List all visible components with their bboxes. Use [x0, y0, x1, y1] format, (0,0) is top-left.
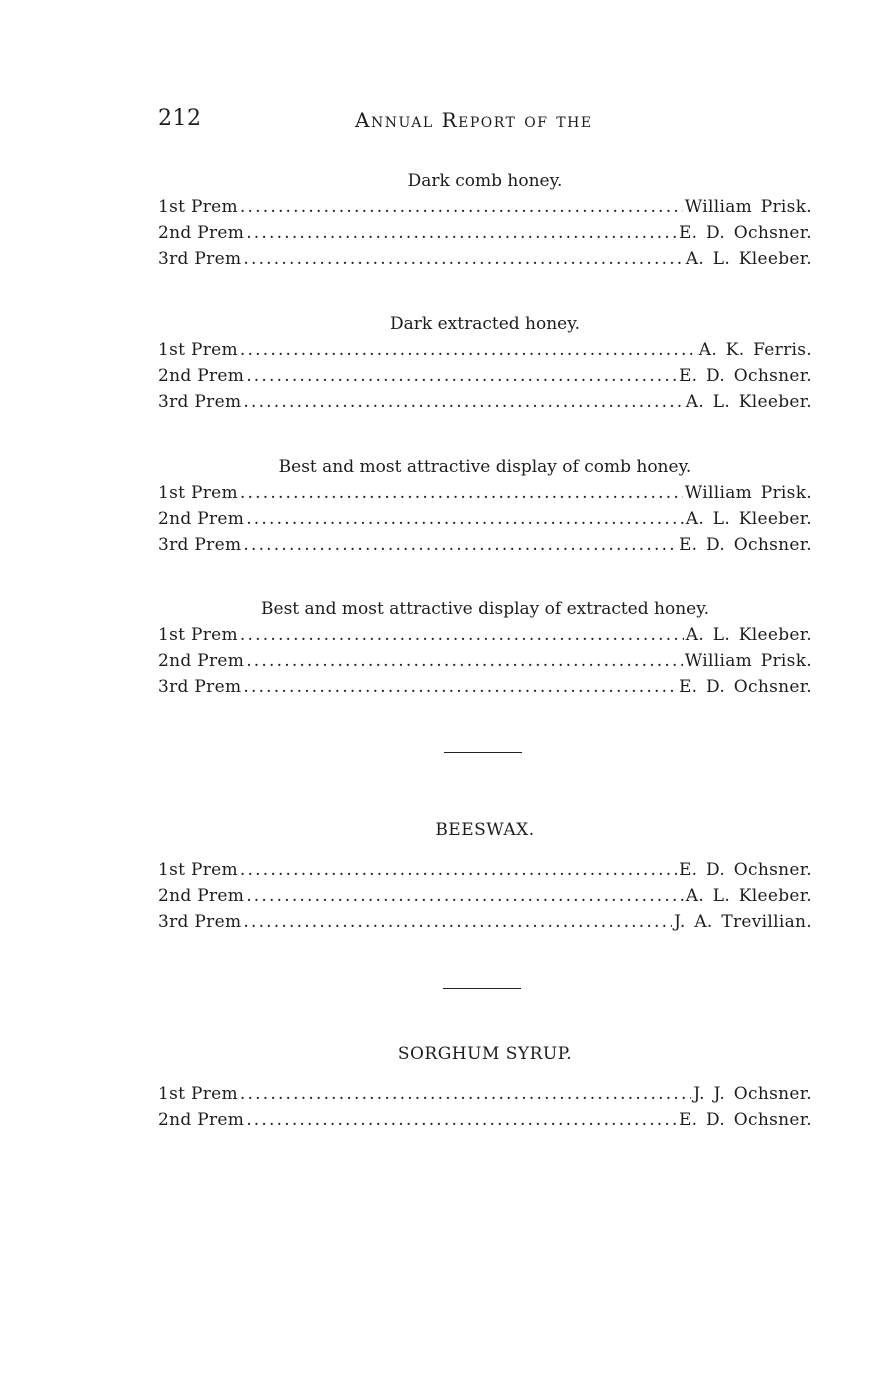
- premium-entry: [158, 1107, 812, 1133]
- premium-winner: William Prisk.: [684, 197, 812, 217]
- section-divider-rule: [444, 752, 522, 753]
- premium-entry: [158, 857, 812, 883]
- premium-winner: E. D. Ochsner.: [678, 860, 812, 880]
- dot-leader: [243, 389, 683, 415]
- premium-winner: William Prisk.: [684, 483, 812, 503]
- premium-entry: [158, 648, 812, 674]
- premium-winner: E. D. Ochsner.: [678, 223, 812, 243]
- dot-leader: [240, 1081, 691, 1107]
- premium-winner: William Prisk.: [684, 651, 812, 671]
- section-dark-comb-honey: [158, 168, 812, 272]
- section-comb-honey-display: [158, 454, 812, 558]
- section-title: Dark comb honey.: [407, 171, 563, 191]
- premium-winner: E. D. Ochsner.: [678, 366, 812, 386]
- premium-place: 2nd Prem: [158, 366, 245, 386]
- premium-place: 1st Prem: [158, 483, 238, 503]
- premium-entry: [158, 1081, 812, 1107]
- dot-leader: [240, 337, 697, 363]
- dot-leader: [246, 883, 684, 909]
- premium-winner: J. A. Trevillian.: [674, 912, 812, 932]
- premium-entry: [158, 220, 812, 246]
- premium-place: 3rd Prem: [158, 677, 242, 697]
- premium-entry: [158, 532, 812, 558]
- section-dark-extracted-honey: [158, 311, 812, 415]
- premium-entry: [158, 246, 812, 272]
- section-divider-rule: [443, 988, 521, 989]
- dot-leader: [246, 1107, 677, 1133]
- section-title: Best and most attractive display of extracted honey.: [261, 599, 709, 619]
- dot-leader: [246, 506, 684, 532]
- dot-leader: [246, 220, 677, 246]
- premium-winner: E. D. Ochsner.: [678, 1110, 812, 1130]
- section-extracted-honey-display: [158, 596, 812, 700]
- premium-place: 3rd Prem: [158, 249, 242, 269]
- dot-leader: [246, 363, 677, 389]
- premium-entry: [158, 363, 812, 389]
- premium-place: 2nd Prem: [158, 651, 245, 671]
- dot-leader: [243, 674, 677, 700]
- premium-place: 1st Prem: [158, 625, 238, 645]
- premium-winner: J. J. Ochsner.: [693, 1084, 812, 1104]
- dot-leader: [243, 909, 672, 935]
- premium-place: 1st Prem: [158, 340, 238, 360]
- premium-place: 2nd Prem: [158, 509, 245, 529]
- section-title: Dark extracted honey.: [390, 314, 580, 334]
- premium-place: 1st Prem: [158, 197, 238, 217]
- dot-leader: [243, 532, 677, 558]
- dot-leader: [240, 857, 677, 883]
- running-head: Annual Report of the: [355, 108, 593, 132]
- premium-entry: [158, 194, 812, 220]
- premium-winner: E. D. Ochsner.: [678, 677, 812, 697]
- dot-leader: [243, 246, 683, 272]
- dot-leader: [240, 480, 683, 506]
- premium-place: 3rd Prem: [158, 535, 242, 555]
- premium-place: 2nd Prem: [158, 223, 245, 243]
- dot-leader: [246, 648, 683, 674]
- premium-entry: [158, 389, 812, 415]
- premium-winner: A. L. Kleeber.: [685, 509, 812, 529]
- section-beeswax: [158, 817, 812, 935]
- premium-winner: A. L. Kleeber.: [685, 625, 812, 645]
- premium-entry: [158, 622, 812, 648]
- premium-entry: [158, 674, 812, 700]
- section-title: Best and most attractive display of comb honey.: [278, 457, 692, 477]
- premium-winner: A. L. Kleeber.: [685, 392, 812, 412]
- section-title: SORGHUM SYRUP.: [397, 1044, 573, 1064]
- dot-leader: [240, 194, 683, 220]
- page-number: 212: [158, 106, 202, 131]
- premium-entry: [158, 337, 812, 363]
- premium-place: 3rd Prem: [158, 912, 242, 932]
- premium-winner: A. K. Ferris.: [698, 340, 812, 360]
- dot-leader: [240, 622, 684, 648]
- premium-entry: [158, 506, 812, 532]
- premium-winner: A. L. Kleeber.: [685, 886, 812, 906]
- section-title: BEESWAX.: [435, 820, 535, 840]
- premium-winner: A. L. Kleeber.: [685, 249, 812, 269]
- premium-place: 2nd Prem: [158, 886, 245, 906]
- section-sorghum-syrup: [158, 1041, 812, 1133]
- premium-place: 1st Prem: [158, 860, 238, 880]
- premium-place: 1st Prem: [158, 1084, 238, 1104]
- premium-entry: [158, 883, 812, 909]
- premium-place: 3rd Prem: [158, 392, 242, 412]
- premium-place: 2nd Prem: [158, 1110, 245, 1130]
- premium-entry: [158, 480, 812, 506]
- premium-entry: [158, 909, 812, 935]
- premium-winner: E. D. Ochsner.: [678, 535, 812, 555]
